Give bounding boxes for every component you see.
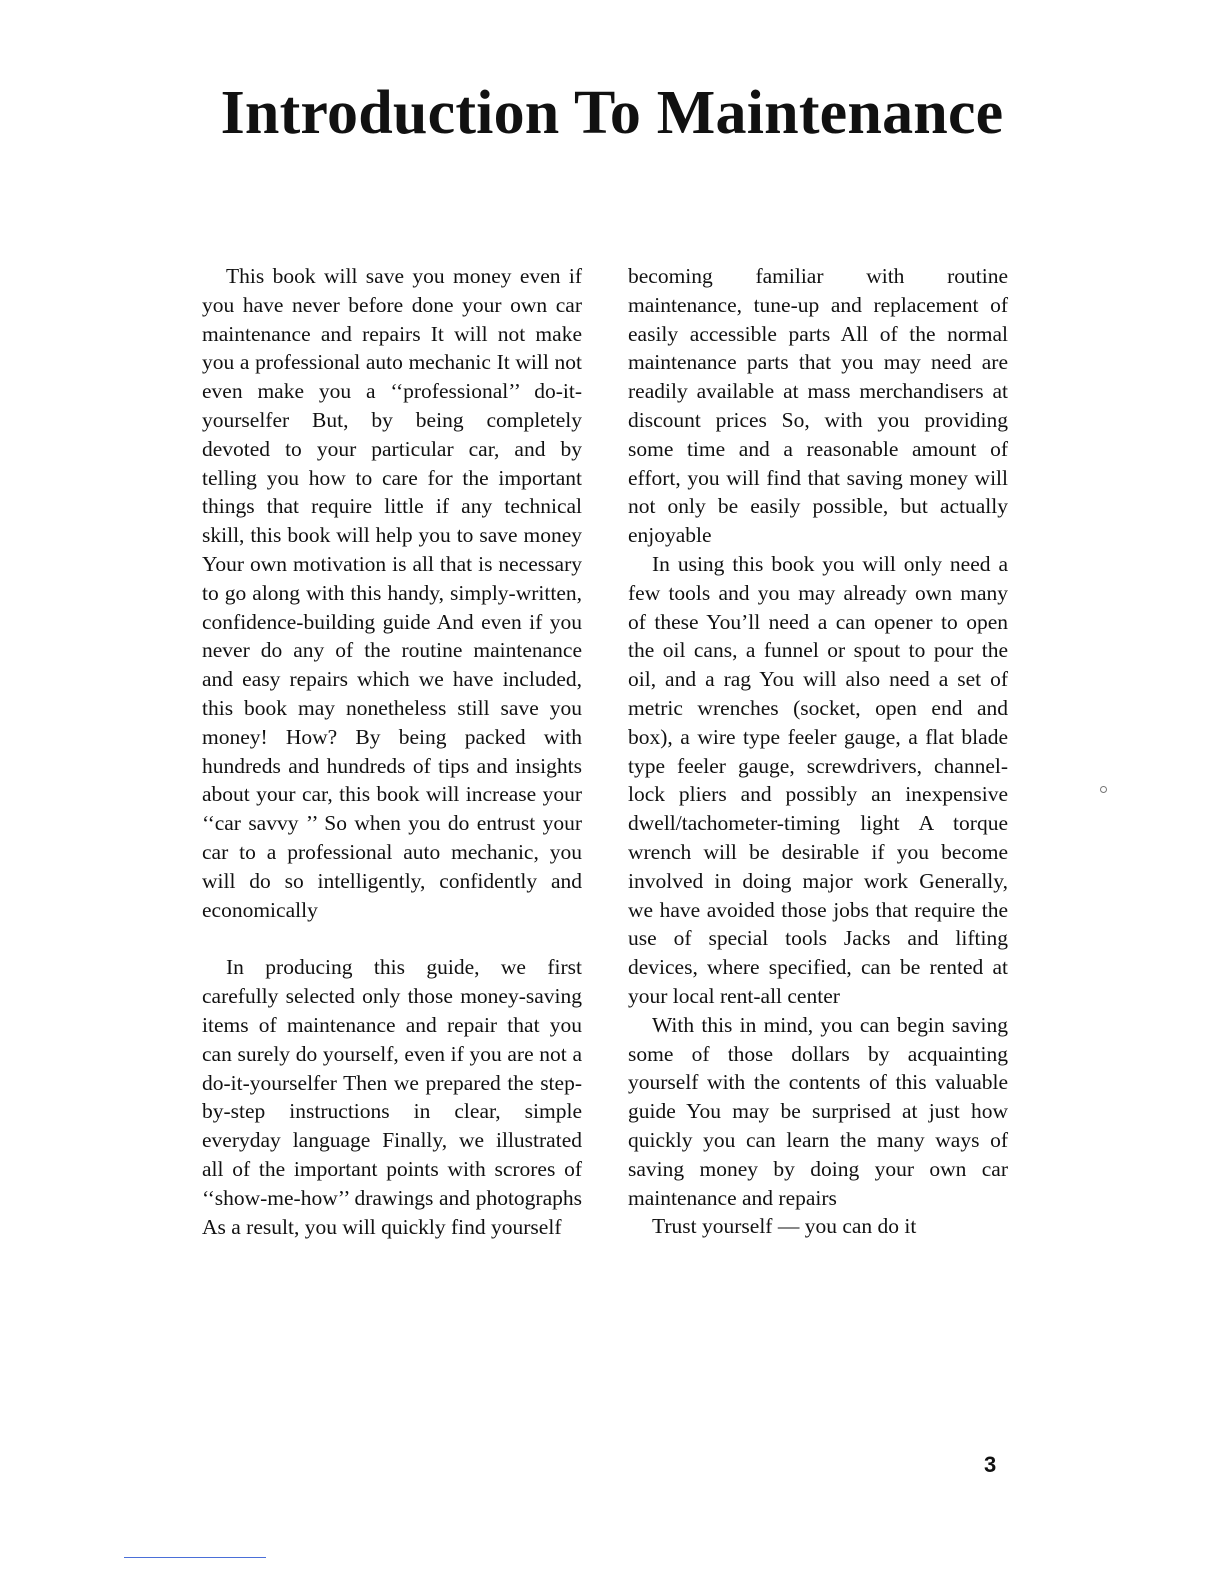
paragraph: Trust yourself — you can do it	[652, 1214, 917, 1239]
paragraph: In producing this guide, we first carefully selected only those money-saving items of maintenance and repair that you can surely do yourself, even if you are not a do-it-yourselfer Then we prepared the step-by-step instructions in clear, simple everyday language Finally, we illustrated all of the important points with scrores of ‘‘show-me-how’’ drawings and photographs As a result, you will quickly find yourself	[202, 955, 582, 1239]
right-column	[628, 262, 1008, 1241]
page-title: Introduction To Maintenance	[220, 79, 1004, 147]
paragraph: With this in mind, you can begin saving some of those dollars by acquainting yourself with the contents of this valuable guide You may be surprised at just how quickly you can learn the many ways of saving money by doing your own car maintenance and repairs	[628, 1012, 1008, 1210]
footer-rule	[124, 1557, 266, 1558]
stray-mark	[1100, 786, 1107, 793]
paragraph-continued: becoming familiar with routine maintenance, tune-up and replacement of easily accessible parts All of the normal maintenance parts that you may need are readily available at mass merchandisers at discount prices So, with you providing some time and a reasonable amount of effort, you will find that saving money will not only be easily possible, but actually enjoyable	[628, 264, 1008, 548]
paragraph: This book will save you money even if you have never before done your own car maintenance and repairs It will not make you a professional auto mechanic It will not even make you a ‘‘professional’’ do-it-yourselfer But, by being completely devoted to your particular car, and by telling you how to care for the important things that require little if any technical skill, this book will help you to save money Your own motivation is all that is necessary to go along with this handy, simply-written, confidence-building guide And even if you never do any of the routine maintenance and easy repairs which we have included, this book may nonetheless still save you money! How? By being packed with hundreds and hundreds of tips and insights about your car, this book will increase your ‘‘car savvy ’’ So when you do entrust your car to a professional auto mechanic, you will do so intelligently, confidently and economically	[202, 264, 582, 922]
left-column	[202, 262, 582, 1241]
paragraph: In using this book you will only need a few tools and you may already own many of these You’ll need a can opener to open the oil cans, a funnel or spout to pour the oil, and a rag You will also need a set of metric wrenches (socket, open end and box), a wire type feeler gauge, a flat blade type feeler gauge, screwdrivers, channel-lock pliers and possibly an inexpensive dwell/tachometer-timing light A torque wrench will be desirable if you become involved in doing major work Generally, we have avoided those jobs that require the use of special tools Jacks and lifting devices, where specified, can be rented at your local rent-all center	[628, 551, 1008, 1008]
page-number: 3	[984, 1452, 997, 1477]
